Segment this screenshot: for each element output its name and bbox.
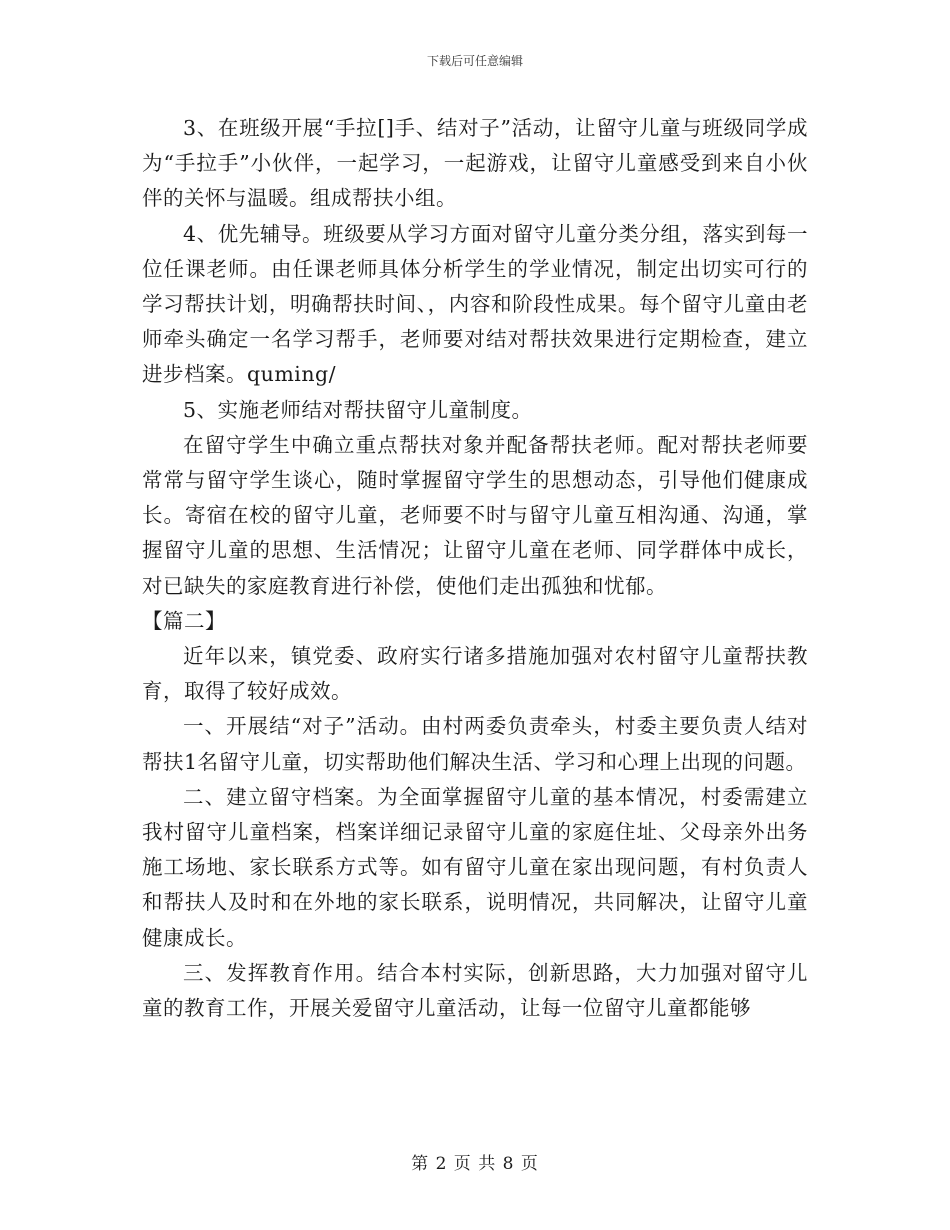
paragraph-item-3: 3、在班级开展“手拉[]手、结对子”活动，让留守儿童与班级同学成为“手拉手”小伙伴，一起学习，一起游戏，让留守儿童感受到来自小伙伴的关怀与温暖。组成帮扶小组。 <box>142 116 808 211</box>
page-footer: 第 2 页 共 8 页 <box>411 1154 539 1174</box>
paragraph-mentoring: 在留守学生中确立重点帮扶对象并配备帮扶老师。配对帮扶老师要常常与留守学生谈心，随时掌握留守学生的思想动态，引导他们健康成长。寄宿在校的留守儿童，老师要不时与留守儿童互相沟通、沟通，掌握留守儿童的思想、生活情况；让留守儿童在老师、同学群体中成长，对已缺失的家庭教育进行补偿，使他们走出孤独和忧郁。 <box>142 432 808 598</box>
document-body <box>142 111 808 1026</box>
paragraph-item-5: 5、实施老师结对帮扶留守儿童制度。 <box>183 397 533 422</box>
paragraph-intro: 近年以来，镇党委、政府实行诸多措施加强对农村留守儿童帮扶教育，取得了较好成效。 <box>142 644 808 704</box>
paragraph-point-three: 三、发挥教育作用。结合本村实际，创新思路，大力加强对留守儿童的教育工作，开展关爱留守儿童活动，让每一位留守儿童都能够 <box>142 960 808 1021</box>
paragraph-point-one: 一、开展结“对子”活动。由村两委负责牵头，村委主要负责人结对帮扶1名留守儿童，切实帮助他们解决生活、学习和心理上出现的问题。 <box>142 714 808 774</box>
paragraph-item-4: 4、优先辅导。班级要从学习方面对留守儿童分类分组，落实到每一位任课老师。由任课老师具体分析学生的学业情况，制定出切实可行的学习帮扶计划，明确帮扶时间、，内容和阶段性成果。每个留守儿童由老师牵头确定一名学习帮手，老师要对结对帮扶效果进行定期检查，建立进步档案。quming/ <box>142 221 808 387</box>
paragraph-point-two: 二、建立留守档案。为全面掌握留守儿童的基本情况，村委需建立我村留守儿童档案，档案详细记录留守儿童的家庭住址、父母亲外出务施工场地、家长联系方式等。如有留守儿童在家出现问题，有村负责人和帮扶人及时和在外地的家长联系，说明情况，共同解决，让留守儿童健康成长。 <box>142 784 808 950</box>
section-heading-part-two: 【篇二】 <box>142 608 226 633</box>
page-header: 下载后可任意编辑 <box>426 54 523 68</box>
